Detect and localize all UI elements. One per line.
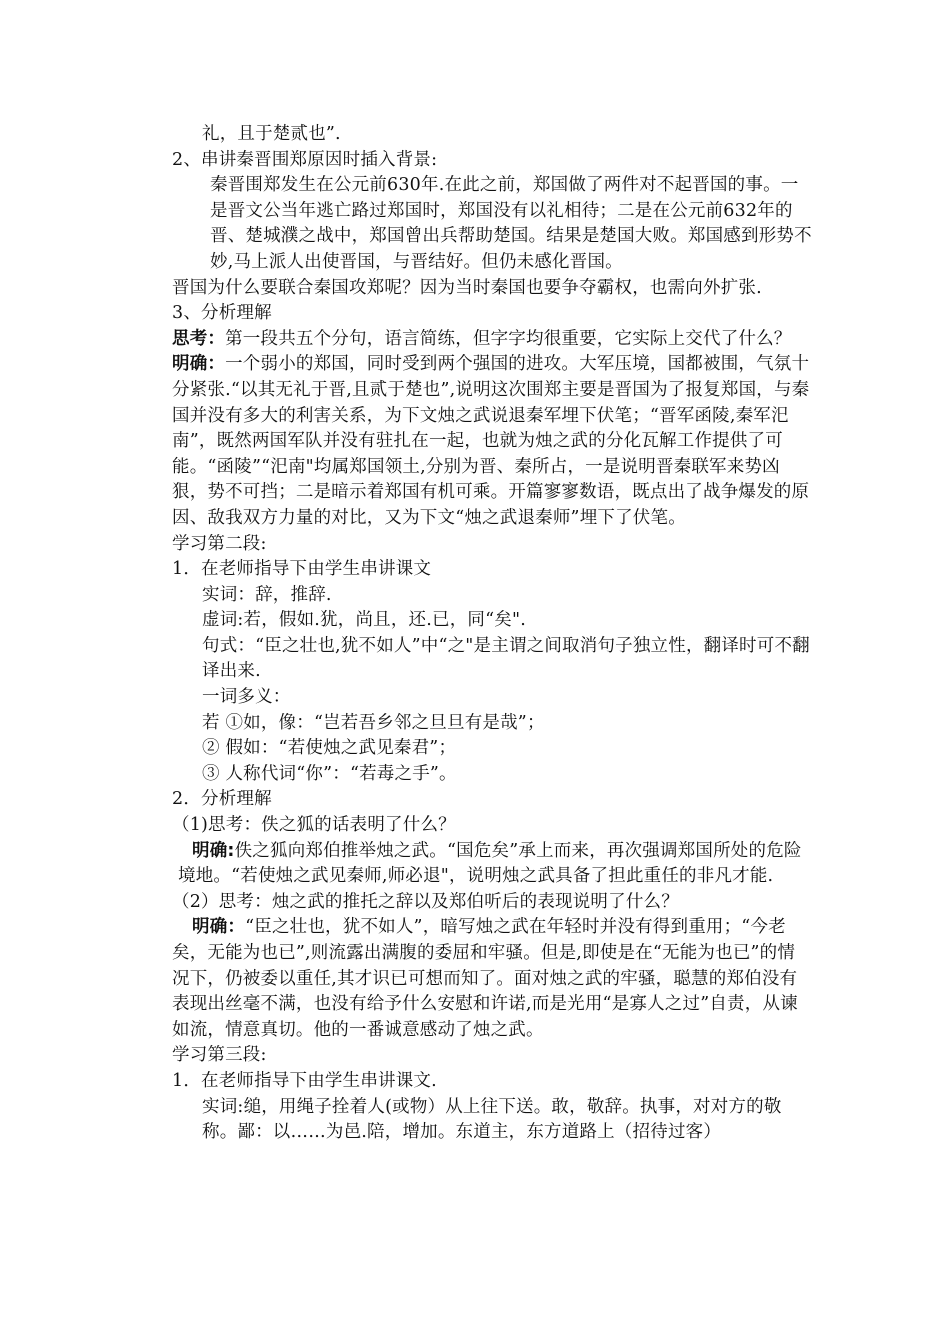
section-heading: 2、串讲秦晋围郑原因时插入背景: [172, 149, 438, 170]
vocab-line: ② 假如：“若使烛之武见秦君”； [202, 738, 457, 759]
vocab-line: 实词:缒，用绳子拴着人(或物）从上往下送。敢，敬辞。执事，对对方的敬称。鄙：以……为邑.陪，增加。东道主，东方道路上（招待过客） [202, 1096, 782, 1143]
list-item: 1．在老师指导下由学生串讲课文 [172, 559, 432, 580]
answer-label: 明确: [192, 840, 235, 861]
vocab-line: 句式：“臣之壮也,犹不如人”中“之"是主谓之间取消句子独立性，翻译时可不翻译出来. [202, 635, 810, 682]
answer-label: 明确： [192, 917, 246, 938]
list-item: 2．分析理解 [172, 789, 272, 810]
answer-label: 明确： [172, 354, 226, 375]
section-heading: 学习第三段: [172, 1045, 267, 1066]
vocab-line: 虚词:若，假如.犹，尚且，还.已，同“矣". [202, 610, 526, 631]
document-body [172, 122, 812, 1146]
paragraph-answer: 明确：“臣之壮也，犹不如人”，暗写烛之武在年轻时并没有得到重用；“今老矣，无能为也已”,则流露出满腹的委屈和牢骚。但是,即使是在“无能为也已”的情况下，仍被委以重任,其才识已可想而知了。面对烛之武的牢骚，聪慧的郑伯没有表现出丝毫不满，也没有给予什么安慰和许诺,而是光用“是寡人之过”自责，从谏如流，情意真切。他的一番诚意感动了烛之武。 [172, 917, 798, 1040]
list-item: 1．在老师指导下由学生串讲课文. [172, 1070, 437, 1091]
paragraph-background: 秦晋围郑发生在公元前630年.在此之前，郑国做了两件对不起晋国的事。一是晋文公当年逃亡路过郑国时，郑国没有以礼相待；二是在公元前632年的晋、楚城濮之战中，郑国曾出兵帮助楚国。结果是楚国大败。郑国感到形势不妙,马上派人出使晋国，与晋结好。但仍未感化晋国。 [210, 175, 812, 272]
vocab-line: ③ 人称代词“你”：“若毒之手”。 [202, 763, 457, 784]
section-heading: 学习第二段: [172, 533, 267, 554]
think-label: 思考： [172, 328, 226, 349]
section-heading: 3、分析理解 [172, 303, 272, 324]
paragraph: 晋国为什么要联合秦国攻郑呢？因为当时秦国也要争夺霸权，也需向外扩张. [172, 277, 762, 298]
text-line: 礼，且于楚贰也”. [202, 124, 341, 144]
question-line: （1)思考：佚之狐的话表明了什么？ [172, 815, 456, 836]
vocab-line: 一词多义： [202, 687, 291, 708]
paragraph-answer: 明确：一个弱小的郑国，同时受到两个强国的进攻。大军压境，国都被围，气氛十分紧张.“以其无礼于晋,且贰于楚也”,说明这次围郑主要是晋国为了报复郑国，与秦国并没有多大的利害关系，为下文烛之武说退秦军埋下伏笔；“晋军函陵,秦军汜南”，既然两国军队并没有驻扎在一起，也就为烛之武的分化瓦解工作提供了可能。“函陵”“汜南"均属郑国领土,分别为晋、秦所占，一是说明晋秦联军来势凶狠，势不可挡；二是暗示着郑国有机可乘。开篇寥寥数语，既点出了战争爆发的原因、敌我双方力量的对比，又为下文“烛之武退秦师”埋下了伏笔。 [172, 354, 810, 528]
question-line: （2）思考：烛之武的推托之辞以及郑伯听后的表现说明了什么？ [172, 891, 679, 912]
paragraph-think: 思考：第一段共五个分句，语言简练，但字字均很重要，它实际上交代了什么？ [172, 328, 792, 349]
paragraph-answer: 明确:佚之狐向郑伯推举烛之武。“国危矣”承上而来，再次强调郑国所处的危险境地。“若使烛之武见秦师,师必退"，说明烛之武具备了担此重任的非凡才能. [178, 840, 802, 887]
vocab-line: 若 ①如，像：“岂若吾乡邻之旦旦有是哉”； [202, 712, 545, 733]
vocab-line: 实词：辞，推辞. [202, 584, 332, 605]
